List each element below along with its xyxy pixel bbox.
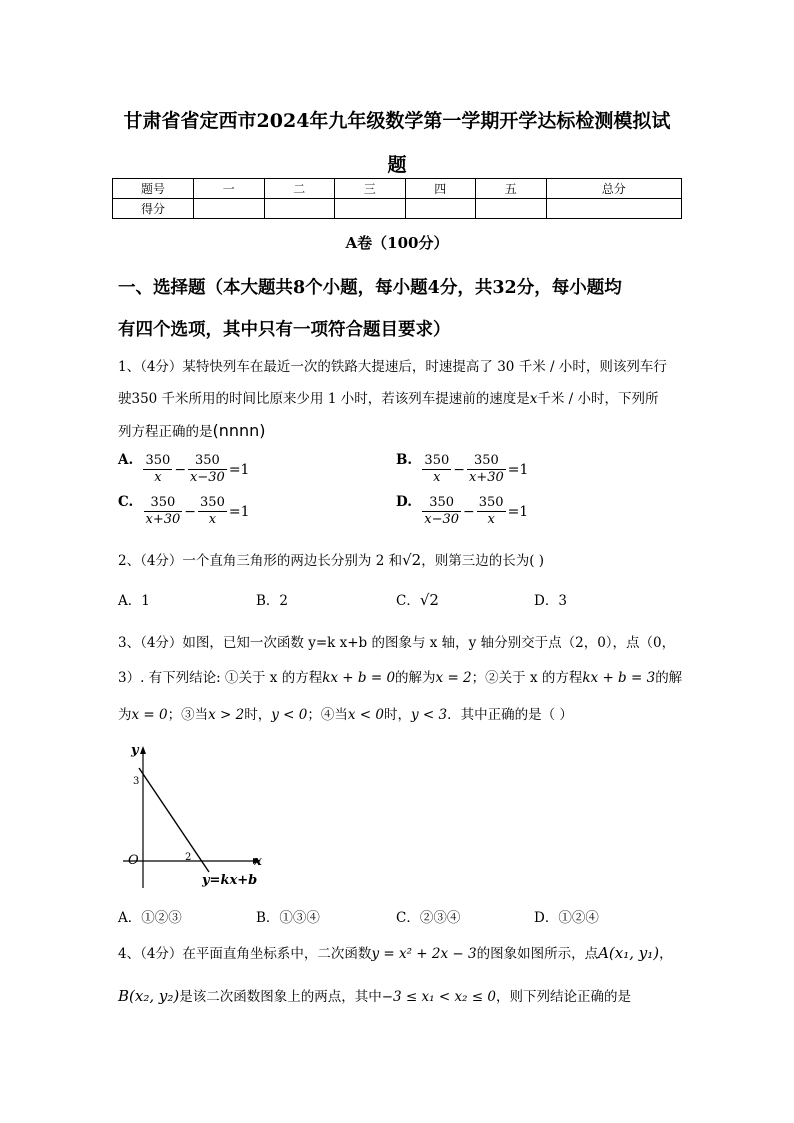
function-line xyxy=(139,768,209,872)
q1-choice-d[interactable]: D. $\frac{350}{x-30}$ − $\frac{350}{x}$ =1 xyxy=(396,494,529,527)
q2-choice-c[interactable]: C．√2 xyxy=(396,591,439,609)
q2-choice-a[interactable]: A．1 xyxy=(118,593,150,609)
q2-choice-d[interactable]: D．3 xyxy=(534,593,567,609)
score-table-header-row xyxy=(113,179,682,199)
y-axis-arrow xyxy=(140,746,146,754)
score-input-cell[interactable] xyxy=(335,199,406,219)
origin-label: O xyxy=(128,853,139,868)
table-cell: 三 xyxy=(335,179,406,199)
section-1-heading: 一、选择题（本大题共8个小题，每小题4分，共32分，每小题均 xyxy=(118,278,622,298)
table-cell: 总分 xyxy=(546,179,682,199)
line-label: y=kx+b xyxy=(202,873,258,888)
table-cell: 二 xyxy=(264,179,335,199)
table-cell: 得分 xyxy=(113,199,194,219)
score-input-cell[interactable] xyxy=(264,199,335,219)
q3-linear-function-graph xyxy=(115,740,275,895)
q1-line3: 列方程正确的是(nnnn) xyxy=(118,421,266,440)
q1-choice-a[interactable]: A. $\frac{350}{x}$ − $\frac{350}{x-30}$ =1 xyxy=(118,452,250,485)
y-axis-label: y xyxy=(131,743,139,758)
score-input-cell[interactable] xyxy=(194,199,265,219)
q3-line1: 3、（4分）如图，已知一次函数 y=k x+b 的图象与 x 轴，y 轴分别交于点（2，0），点（0， xyxy=(118,635,676,651)
score-input-cell[interactable] xyxy=(405,199,476,219)
x-axis-label: x xyxy=(254,854,262,869)
q2-text: 2、（4分）一个直角三角形的两边长分别为 2 和√2，则第三边的长为( ) xyxy=(118,551,545,569)
score-table xyxy=(112,178,682,219)
section-1-heading-line2: 有四个选项，其中只有一项符合题目要求） xyxy=(118,320,451,340)
page-title-line2: 题 xyxy=(387,154,407,176)
table-cell: 题号 xyxy=(113,179,194,199)
y-tick-label: 3 xyxy=(133,776,140,787)
score-input-cell[interactable] xyxy=(476,199,547,219)
table-cell: 五 xyxy=(476,179,547,199)
q3-choice-a[interactable]: A．①②③ xyxy=(118,910,182,926)
q3-line2: 3）. 有下列结论: ①关于 x 的方程kx + b = 0的解为x = 2；②关于 x 的方程kx + b = 3的解 xyxy=(118,670,683,686)
score-input-cell[interactable] xyxy=(546,199,682,219)
q3-choice-d[interactable]: D．①②④ xyxy=(534,910,599,926)
q1-line1: 1、（4分）某特快列车在最近一次的铁路大提速后，时速提高了 30 千米 / 小时，则该列车行 xyxy=(118,359,667,375)
q1-line2: 驶350 千米所用的时间比原来少用 1 小时，若该列车提速前的速度是x千米 / 小时，下列所 xyxy=(118,391,659,407)
table-cell: 一 xyxy=(194,179,265,199)
q4-line2: B(x₂, y₂)是该二次函数图象上的两点，其中−3 ≤ x₁ < x₂ ≤ 0，则下列结论正确的是 xyxy=(118,987,631,1005)
q4-line1: 4、（4分）在平面直角坐标系中，二次函数y = x² + 2x − 3的图象如图所示，点A(x₁, y₁)， xyxy=(118,944,673,962)
x-tick-label: 2 xyxy=(185,852,192,863)
q2-choice-b[interactable]: B．2 xyxy=(256,593,289,609)
q3-choice-b[interactable]: B．①③④ xyxy=(256,910,320,926)
page-title: 甘肃省省定西市2024年九年级数学第一学期开学达标检测模拟试 xyxy=(123,110,671,132)
q1-choice-c[interactable]: C. $\frac{350}{x+30}$ − $\frac{350}{x}$ =1 xyxy=(118,494,250,527)
q1-choice-b[interactable]: B. $\frac{350}{x}$ − $\frac{350}{x+30}$ =1 xyxy=(396,452,529,485)
section-a-heading: A卷（100分） xyxy=(345,234,449,252)
score-table-score-row xyxy=(113,199,682,219)
q3-line3: 为x = 0；③当x > 2时，y < 0；④当x < 0时，y < 3．其中正确的是（ ） xyxy=(118,707,573,723)
table-cell: 四 xyxy=(405,179,476,199)
q3-choice-c[interactable]: C．②③④ xyxy=(396,910,461,926)
